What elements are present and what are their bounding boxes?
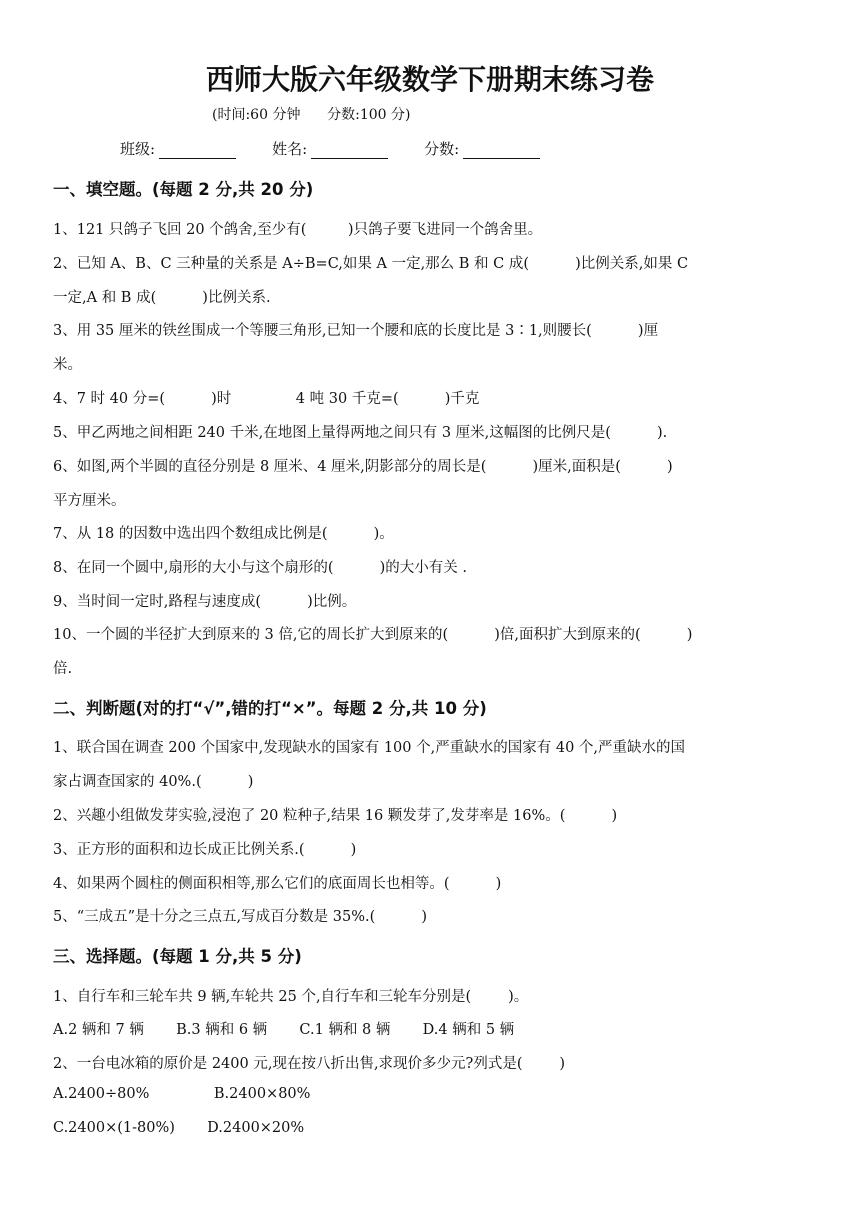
question-line: 4、如果两个圆柱的侧面积相等,那么它们的底面周长也相等。( ) [53,876,502,892]
name-blank[interactable] [311,142,388,159]
name-label: 姓名: [272,140,308,158]
section-heading-fill-blank: 一、填空题。(每题 2 分,共 20 分) [53,180,314,199]
question-line: 3、正方形的面积和边长成正比例关系.( ) [53,842,357,858]
class-blank[interactable] [159,142,236,159]
question-line: 5、甲乙两地之间相距 240 千米,在地图上量得两地之间只有 3 厘米,这幅图的比例尺是( ). [53,425,668,441]
question-line: 1、121 只鸽子飞回 20 个鸽舍,至少有( )只鸽子要飞进同一个鸽舍里。 [53,222,543,238]
question-line: 9、当时间一定时,路程与速度成( )比例。 [53,594,357,610]
class-field[interactable] [120,138,236,159]
question-line: 1、自行车和三轮车共 9 辆,车轮共 25 个,自行车和三轮车分别是( )。 [53,989,529,1005]
section-heading-multiple-choice: 三、选择题。(每题 1 分,共 5 分) [53,947,302,966]
question-line: 2、一台电冰箱的原价是 2400 元,现在按八折出售,求现价多少元?列式是( ) [53,1056,566,1072]
score-label: 分数: [424,140,460,158]
page-title: 西师大版六年级数学下册期末练习卷 [205,63,654,96]
section-heading-true-false: 二、判断题(对的打“√”,错的打“×”。每题 2 分,共 10 分) [53,699,487,718]
answer-options: C.2400×(1-80%) D.2400×20% [53,1120,305,1136]
question-line: 1、联合国在调查 200 个国家中,发现缺水的国家有 100 个,严重缺水的国家有 40 个,严重缺水的国 [53,740,686,756]
question-line: 5、“三成五”是十分之三点五,写成百分数是 35%.( ) [53,909,428,925]
student-info-row [120,138,576,159]
score-field[interactable] [424,138,540,159]
name-field[interactable] [272,138,388,159]
question-line: 2、兴趣小组做发芽实验,浸泡了 20 粒种子,结果 16 颗发芽了,发芽率是 16%。( ) [53,808,618,824]
question-line: 4、7 时 40 分=( )时 4 吨 30 千克=( )千克 [53,391,480,407]
question-line: 8、在同一个圆中,扇形的大小与这个扇形的( )的大小有关 . [53,560,467,576]
question-line: 7、从 18 的因数中选出四个数组成比例是( )。 [53,526,394,542]
answer-options: A.2400÷80% B.2400×80% [53,1086,311,1102]
question-line: 2、已知 A、B、C 三种量的关系是 A÷B=C,如果 A 一定,那么 B 和 C 成( )比例关系,如果 C [53,256,689,272]
question-line: 10、一个圆的半径扩大到原来的 3 倍,它的周长扩大到原来的( )倍,面积扩大到原来的( ) [53,627,693,643]
question-line: 家占调查国家的 40%.( ) [53,774,254,790]
answer-options: A.2 辆和 7 辆 B.3 辆和 6 辆 C.1 辆和 8 辆 D.4 辆和 5 辆 [53,1022,515,1038]
question-line: 倍. [53,661,73,677]
question-line: 米。 [53,357,82,373]
score-blank[interactable] [463,142,540,159]
question-line: 6、如图,两个半圆的直径分别是 8 厘米、4 厘米,阴影部分的周长是( )厘米,面积是( ) [53,459,673,475]
class-label: 班级: [120,140,156,158]
question-line: 一定,A 和 B 成( )比例关系. [53,290,271,306]
question-line: 3、用 35 厘米的铁丝围成一个等腰三角形,已知一个腰和底的长度比是 3∶1,则腰长( )厘 [53,323,659,339]
exam-subtitle: (时间:60 分钟 分数:100 分) [212,107,411,123]
question-line: 平方厘米。 [53,493,126,509]
